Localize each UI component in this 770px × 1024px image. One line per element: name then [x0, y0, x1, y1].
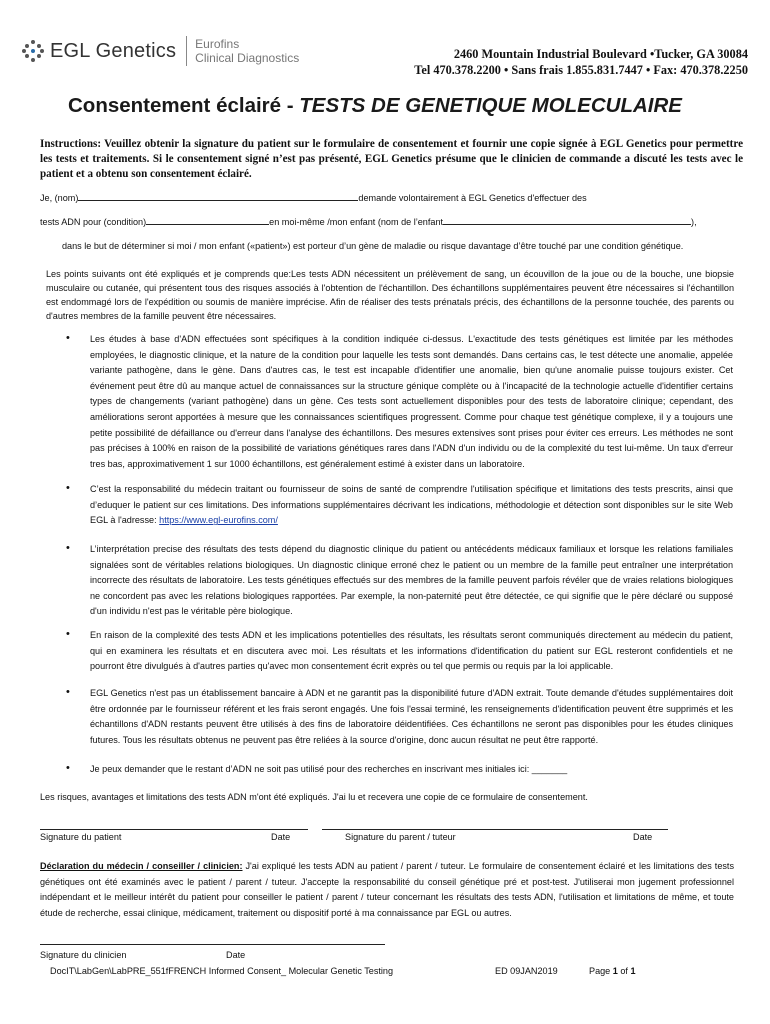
clinician-declaration: [40, 859, 734, 921]
child-name-field[interactable]: [443, 215, 691, 225]
page-current: 1: [612, 966, 618, 976]
bullet-item-interpretation: L’interprétation precise des résultats des tests dépend du diagnostic clinique du patient ou antécédents médicaux familiaux et lorsque les relations familiales signalées sont de véritables relations biologiques. Un diagnostic clinique erroné chez le patient ou un membre de la famille peut entraîner une interprétation incorrecte des résultats de laboratoire. Les tests génétiques effectués sur des membres de la famille peuvent parfois révéler que de vraies relations biologiques ne concordent pas avec les relations biologiques rapportées. Par exemple, la non-paternité peut être détectée, ce qui signifie que le père déclaré ou supposé d'un individu n'est pas le véritable père biologique.: [90, 544, 733, 617]
intro-paragraph: Les points suivants ont été expliqués et je comprends que:Les tests ADN nécessitent un prélèvement de sang, un écouvillon de la joue ou de la bouche, une biopsie musculaire ou cutanée, qui présentent tous des risques associés à l'obtention de l'échantillon. Des échantillons supplémentaires peuvent être nécessaires si l'échantillon est endommagé lors de l'expédition ou soumis de manière imprécise. Afin de réaliser des tests prénatals précis, des échantillons de la personne touchée, des parents ou d'autres membres de la famille peuvent être nécessaires.: [46, 269, 734, 321]
je-nom-label: Je, (nom): [40, 193, 79, 203]
title-plain: Consentement éclairé -: [68, 94, 300, 117]
footer-page-number: [589, 966, 636, 976]
parent-signature-label: Signature du parent / tuteur: [345, 832, 456, 842]
title-italic: TESTS DE GENETIQUE MOLECULAIRE: [299, 94, 682, 117]
bullet-icon: •: [66, 628, 70, 640]
page-of: of: [617, 966, 631, 976]
purpose-line: dans le but de déterminer si moi / mon enfant («patient») est porteur d’un gène de maladie ou risque davantage d’être touché par une condition génétique.: [62, 241, 684, 251]
address-line: 2460 Mountain Industrial Boulevard •Tucker, GA 30084: [453, 47, 748, 61]
patient-date-label: Date: [271, 832, 291, 842]
bullet-item-initials: Je peux demander que le restant d’ADN ne soit pas utilisé pour des recherches en inscrivant mes initiales ici: _______: [90, 764, 568, 774]
bullet-item-dna-banking: EGL Genetics n'est pas un établissement bancaire à ADN et ne garantit pas la disponibilité future d'ADN extrait. Toute demande d'études supplémentaires doit être ordonnée par le fournisseur référent et les frais seront engagés. Une fois l'essai terminé, les renseignements d'identification peuvent être supprimés et les échantillons d'ADN restants peuvent être utilisés à des fins de laboratoire déidentifiées. Ces échantillons ne seront pas disponibles pour les études cliniques futures. Tous les résultats obtenus ne peuvent pas être reliées à la source d'origine, donc aucun résultat ne peut être rapporté.: [90, 688, 733, 745]
dots-logo-icon: [22, 40, 44, 62]
bullet-item-responsibility: [90, 482, 733, 529]
bullet-icon: •: [66, 482, 70, 494]
logo-divider: [186, 36, 187, 66]
child-name-label: en moi-même /mon enfant (nom de l’enfant: [269, 217, 444, 227]
logo-subtitle: [195, 37, 299, 65]
patient-signature-label: Signature du patient: [40, 832, 122, 842]
clinician-signature-line[interactable]: [40, 944, 385, 945]
logo-sub-line2: Clinical Diagnostics: [195, 51, 300, 65]
logo-name: EGL Genetics: [50, 39, 177, 62]
header-address: [414, 46, 748, 78]
footer-edition: ED 09JAN2019: [495, 966, 558, 976]
clinician-date-label: Date: [226, 950, 246, 960]
page-prefix: Page: [589, 966, 613, 976]
demande-label: demande volontairement à EGL Genetics d'effectuer des: [358, 193, 587, 203]
logo-sub-line1: Eurofins: [195, 37, 240, 51]
bullet-icon: •: [66, 762, 70, 774]
declaration-heading: Déclaration du médecin / conseiller / clinicien:: [40, 861, 243, 871]
egl-logo: [22, 34, 299, 68]
patient-signature-line[interactable]: [40, 829, 308, 830]
name-line: [40, 191, 587, 203]
phone-line: Tel 470.378.2200 • Sans frais 1.855.831.7447 • Fax: 470.378.2250: [414, 63, 748, 77]
page-total: 1: [630, 966, 636, 976]
bullet-icon: •: [66, 686, 70, 698]
footer-doc-path: DocIT\LabGen\LabPRE_551fFRENCH Informed Consent_ Molecular Genetic Testing: [50, 966, 394, 976]
patient-name-field[interactable]: [78, 191, 358, 201]
bullet-text: C’est la responsabilité du médecin traitant ou fournisseur de soins de santé de comprendre l'utilisation spécifique et limitations des tests prescrits, ainsi que d’eduquer le patient sur ces limitations. Des informations supplémentaires décrivant les indications, méthodologie et détection sont disponibles sur le site Web EGL à l'adresse:: [90, 484, 733, 526]
parent-date-label: Date: [633, 832, 653, 842]
bullet-item-accuracy: Les études à base d'ADN effectuées sont spécifiques à la condition indiquée ci-dessus. L'exactitude des tests génétiques est limitée par les méthodes employées, le diagnostic clinique, et la nature de la condition pour laquelle les tests sont demandés. Dans certains cas, le test détecte une anomalie, appelée variante pathogène, dans le gène. Dans d'autres cas, le test est incapable d'identifier une anomalie, bien qu'une anomalie puisse toujours exister. Cet événement peut être dû au manque actuel de connaissances sur la structure génique complète ou à l'incapacité de la technologie actuelle d'identifier certains types de changements (variant pathogène) dans un gène. Ces tests sont actuellement disponibles pour des tests de laboratoire clinique; cependant, des améliorations seront apportées à mesure que les connaissances scientifiques progressent. Comme pour chaque test génétique complexe, il y a toujours une petite possibilité de défaillance ou d'erreur dans l'analyse des échantillons. Des mesures extensives sont prises pour éviter ces erreurs. Les méthodes ne sont pas précises à 100% en raison de la possibilité de variations génétiques rares dans l'ADN d'un individu ou de la complexité du test lui-même. Un taux d'erreur tres bas, approximativement 1 sur 1000 échantillons, est généralement estimé à exister dans un laboratoire.: [90, 334, 733, 469]
bullet-icon: •: [66, 332, 70, 344]
bullet-item-confidentiality: En raison de la complexité des tests ADN et les implications potentielles des résultats, les résultats seront communiqués directement au médecin du patient, qui en examinera les résultats et en discutera avec moi. Les résultats et les informations d'identification du patient sur EGL resteront confidentiels et ne pourront être divulgués à d'autres parties qu'avec mon consentement écrit exprès ou tel que permis ou requis par la loi applicable.: [90, 630, 733, 672]
condition-field[interactable]: [146, 215, 269, 225]
page-title: [68, 94, 682, 118]
risks-statement: Les risques, avantages et limitations des tests ADN m'ont été expliqués. J'ai lu et recevera une copie de ce formulaire de consentement.: [40, 792, 588, 802]
parent-signature-line[interactable]: [322, 829, 668, 830]
clinician-signature-label: Signature du clinicien: [40, 950, 127, 960]
bullet-icon: •: [66, 542, 70, 554]
close-paren: ),: [691, 217, 697, 227]
declaration-text: J'ai expliqué les tests ADN au patient / parent / tuteur. Le formulaire de consentement éclairé et les limitations des tests génétiques ont été examinés avec le patient / parent / tuteur. J'accepte la responsabilité du conseil génétique pré et post-test. J'utiliserai mon jugement professionnel indépendant et le meilleur intérêt du patient pour conseiller le patient / parent / tuteur concernant les résultats des tests ADN, l'utilisation et limitations de même, et toute étude de recherche, essai clinique, médicament, traitement ou dispositif porté à ma connaissance par EGL ou autres.: [40, 861, 734, 918]
egl-website-link[interactable]: https://www.egl-eurofins.com/: [159, 515, 278, 526]
tests-adn-label: tests ADN pour (condition): [40, 217, 147, 227]
instructions: Instructions: Veuillez obtenir la signature du patient sur le formulaire de consentement et fournir une copie signée à EGL Genetics pour permettre les tests et traitements. Si le consentement signé n’est pas présenté, EGL Genetics présume que le clinicien de commande a discuté les tests avec le patient et a obtenu son consentement éclairé.: [40, 138, 743, 180]
condition-line: [40, 215, 697, 227]
